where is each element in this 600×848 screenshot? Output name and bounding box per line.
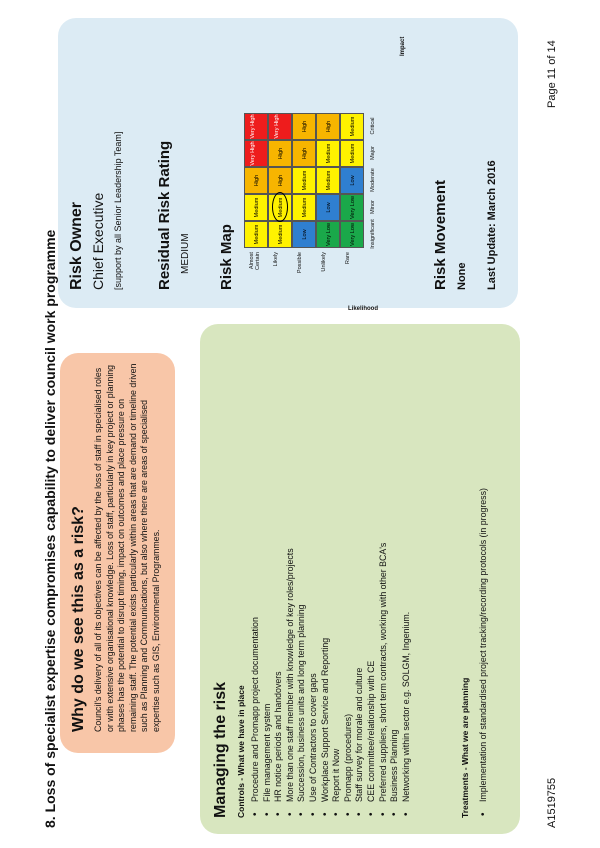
why-title: Why do we see this as a risk? (70, 506, 87, 732)
document-id: A1519755 (546, 777, 558, 828)
risk-map-cell: Medium (292, 194, 316, 221)
page-title: 8. Loss of specialist expertise compromises capability to deliver council work programme (42, 229, 58, 828)
list-item: • Report it Now (331, 358, 343, 818)
risk-map-cell: High (244, 167, 268, 194)
risk-map-row-label: Likely (273, 252, 279, 267)
risk-map-cell: Low (340, 167, 364, 194)
list-item: • Procedure and Promapp project documentation (250, 358, 262, 818)
risk-map-cell: Medium (244, 221, 268, 248)
risk-map-column-label: Moderate (370, 168, 376, 192)
risk-map-cell: High (268, 140, 292, 167)
risk-map-title: Risk Map (218, 224, 235, 290)
risk-map-cell: Very Low (316, 221, 340, 248)
risk-map-cell: High (292, 140, 316, 167)
why-body: Council's delivery of all of its objectives can be affected by the loss of staff in specialised roles or with extensive organisational knowledge. Loss of staff, particularly in key project or planning phases has the potential to disrupt timing, impact on outcomes and place pressure on remaining staff. The potential exists particularly within areas that are demand or timeline driven such as Planning and Communications, but also where there are areas of specialised expertise such as GIS, Environmental Programmes. (93, 363, 161, 732)
risk-map-cell: Low (316, 194, 340, 221)
risk-map-column-label: Insignificant (370, 219, 376, 249)
list-item: • Business Planning (389, 358, 401, 818)
risk-map-column-label: Critical (370, 117, 376, 135)
current-rating-marker (272, 192, 288, 222)
risk-map-cell: Medium (340, 140, 364, 167)
list-item: • More than one staff member with knowledge of key roles/projects (285, 358, 297, 818)
risk-map-cell: Medium (316, 167, 340, 194)
risk-map-cell: Very High (268, 113, 292, 140)
list-item: • Use of Contractors to cover gaps (308, 358, 320, 818)
list-item: • Preferred suppliers, short term contracts, working with other BCA's (378, 358, 390, 818)
list-item: • Promapp (procedures) (343, 358, 355, 818)
last-update: Last Update: March 2016 (486, 160, 498, 290)
treatments-list (478, 358, 490, 818)
list-item: • Workplace Support Service and Reporting (320, 358, 332, 818)
risk-movement-value: None (456, 262, 468, 290)
controls-heading: Controls - What we have in place (236, 685, 246, 818)
list-item: • Staff survey for morale and culture (354, 358, 366, 818)
risk-map-column-label: Major (370, 146, 376, 160)
list-item: • HR notice periods and handovers (273, 358, 285, 818)
list-item: • Implementation of standardised project tracking/recording protocols (in progress) (478, 358, 490, 818)
risk-map-cell: Low (292, 221, 316, 248)
risk-map-cell: High (316, 113, 340, 140)
list-item: • File management system (262, 358, 274, 818)
risk-map-cell: Very Low (340, 221, 364, 248)
risk-map-cell: Medium (244, 194, 268, 221)
managing-title: Managing the risk (212, 681, 229, 818)
risk-movement-title: Risk Movement (432, 179, 449, 290)
risk-map-cell: Very High (244, 140, 268, 167)
risk-owner-name: Chief Executive (90, 192, 106, 290)
risk-map-cell: Very Low (340, 194, 364, 221)
risk-map-row-label: Rare (345, 252, 351, 265)
residual-rating-value: MEDIUM (180, 233, 191, 274)
controls-list (250, 358, 412, 818)
risk-map-column-label: Minor (370, 200, 376, 214)
list-item: • Networking within sector e.g. SOLGM, Ingenium. (401, 358, 413, 818)
risk-map-cell: High (292, 113, 316, 140)
risk-map-cell: Medium (268, 221, 292, 248)
risk-map-cell: Medium (340, 113, 364, 140)
risk-map-row-label: Possible (297, 252, 303, 274)
list-item: • CEE committee/relationship with CE (366, 358, 378, 818)
risk-map-cell: Very High (244, 113, 268, 140)
risk-map-row-label: Unlikely (321, 252, 327, 272)
risk-map-cell: Medium (268, 194, 292, 221)
list-item: • Succession, business units and long term planning (296, 358, 308, 818)
treatments-heading: Treatments - What we are planning (460, 677, 470, 818)
residual-rating-title: Residual Risk Rating (156, 140, 173, 290)
risk-map-cell: Medium (316, 140, 340, 167)
risk-map-row-label: Almost Certain (249, 252, 261, 271)
page-number: Page 11 of 14 (546, 40, 558, 108)
impact-axis-label: Impact (400, 36, 406, 56)
risk-owner-support: [support by all Senior Leadership Team] (113, 131, 123, 290)
risk-map-cell: Medium (292, 167, 316, 194)
risk-owner-title: Risk Owner (68, 201, 85, 290)
likelihood-axis-label: Likelihood (348, 306, 378, 312)
risk-map-cell: High (268, 167, 292, 194)
